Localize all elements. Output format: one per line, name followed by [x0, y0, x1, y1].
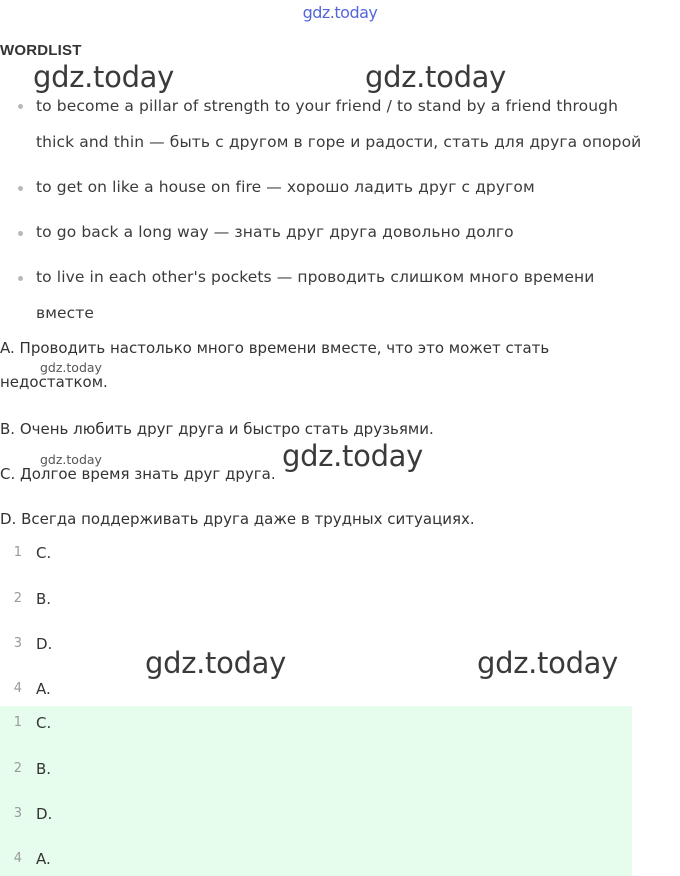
answer-letter: C.: [36, 544, 52, 562]
answer-letter: B.: [36, 760, 52, 778]
bullet-icon: [18, 104, 23, 109]
wordlist-item-4: [36, 259, 666, 331]
wordlist-item-4-line1: to live in each other's pockets — проводить слишком много времени: [36, 268, 595, 286]
option-d: D. Всегда поддерживать друга даже в трудных ситуациях.: [0, 510, 475, 528]
watermark-small-1: gdz.today: [40, 360, 102, 375]
option-c: C. Долгое время знать друг друга.: [0, 465, 276, 483]
watermark-small-2: gdz.today: [40, 452, 102, 467]
answer-letter: D.: [36, 805, 53, 823]
bullet-icon: [18, 186, 23, 191]
wordlist-item-2: to get on like a house on fire — хорошо ладить друг с другом: [36, 178, 535, 196]
bullet-icon: [18, 231, 23, 236]
answer-number: 1: [13, 545, 22, 560]
answer-number: 2: [13, 591, 22, 606]
wordlist-item-3: to go back a long way — знать друг друга довольно долго: [36, 223, 514, 241]
option-b: B. Очень любить друг друга и быстро стать друзьями.: [0, 420, 434, 438]
answer-number: 2: [13, 761, 22, 776]
bullet-icon: [18, 276, 23, 281]
wordlist-heading: WORDLIST: [0, 42, 82, 59]
answer-letter: A.: [36, 680, 51, 698]
top-watermark: gdz.today: [302, 3, 378, 22]
watermark-2: gdz.today: [365, 60, 507, 94]
answer-number: 4: [13, 851, 22, 866]
answer-number: 1: [13, 715, 22, 730]
answer-letter: C.: [36, 714, 52, 732]
answer-letter: B.: [36, 590, 52, 608]
answer-number: 3: [13, 636, 22, 651]
answer-letter: A.: [36, 850, 51, 868]
watermark-4: gdz.today: [145, 646, 287, 680]
wordlist-item-1-line1: to become a pillar of strength to your friend / to stand by a friend through: [36, 97, 619, 115]
wordlist-item-4-line2: вместе: [36, 304, 95, 322]
watermark-3: gdz.today: [282, 439, 424, 473]
highlighted-answers: [0, 706, 632, 876]
wordlist-item-1: [36, 88, 666, 160]
answer-letter: D.: [36, 635, 53, 653]
answer-number: 3: [13, 806, 22, 821]
option-a-line2: недостатком.: [0, 373, 108, 391]
watermark-1: gdz.today: [33, 60, 175, 94]
watermark-5: gdz.today: [477, 646, 619, 680]
answer-number: 4: [13, 681, 22, 696]
option-a-line1: A. Проводить настолько много времени вместе, что это может стать: [0, 339, 550, 357]
wordlist-item-1-line2: thick and thin — быть с другом в горе и радости, стать для друга опорой: [36, 133, 642, 151]
